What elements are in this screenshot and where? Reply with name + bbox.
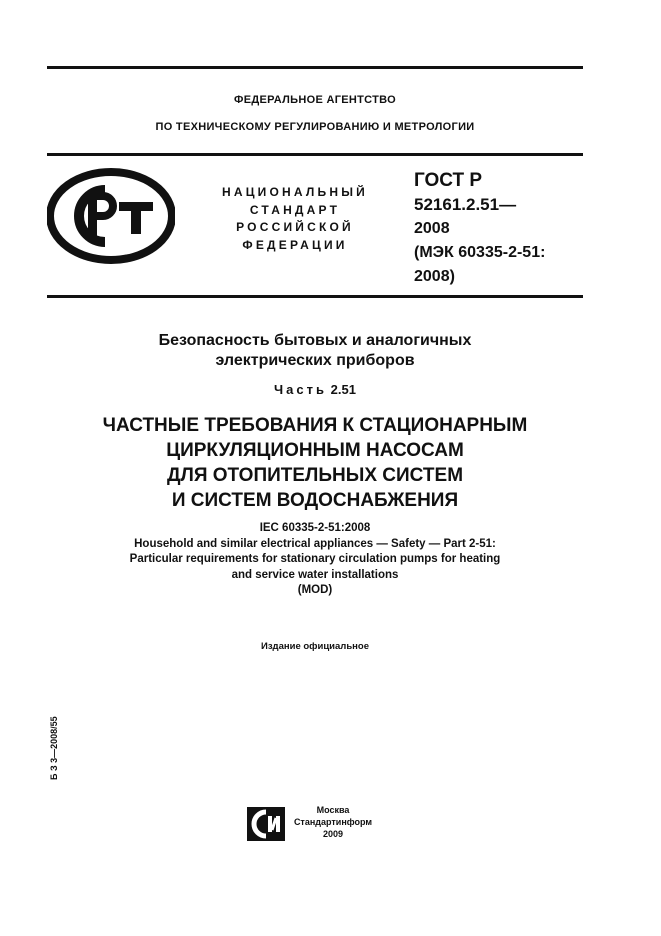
agency-line-1: ФЕДЕРАЛЬНОЕ АГЕНТСТВО	[234, 94, 396, 106]
english-title	[47, 521, 583, 599]
designation-rule	[47, 295, 583, 298]
english-line: (MOD)	[297, 584, 333, 596]
subtitle-line: электрических приборов	[215, 352, 415, 369]
main-title-line: ЦИРКУЛЯЦИОННЫМ НАСОСАМ	[166, 440, 464, 461]
agency-line-2: ПО ТЕХНИЧЕСКОМУ РЕГУЛИРОВАНИЮ И МЕТРОЛОГИИ	[155, 121, 475, 133]
english-line: Household and similar electrical appliances — Safety — Part 2-51:	[134, 537, 496, 550]
publisher-info	[293, 804, 373, 840]
top-rule	[47, 66, 583, 69]
national-standard-line: ФЕДЕРАЦИИ	[242, 237, 348, 252]
publisher-year: 2009	[322, 829, 344, 839]
designation-line: 52161.2.51—	[414, 195, 517, 214]
side-code: Б З 3—2008/55	[49, 716, 59, 780]
part-number: 2.51	[330, 382, 356, 397]
national-standard-line: СТАНДАРТ	[249, 202, 341, 217]
subtitle-line: Безопасность бытовых и аналогичных	[158, 332, 472, 349]
main-title	[47, 413, 583, 513]
main-title-line: ЧАСТНЫЕ ТРЕБОВАНИЯ К СТАЦИОНАРНЫМ	[102, 415, 528, 436]
part-word: Часть	[274, 382, 327, 397]
national-standard-label	[200, 184, 390, 254]
standard-designation	[414, 169, 584, 289]
designation-line: 2008	[414, 220, 450, 237]
publisher-city: Москва	[316, 805, 350, 815]
subtitle	[47, 331, 583, 371]
main-title-line: ДЛЯ ОТОПИТЕЛЬНЫХ СИСТЕМ	[166, 465, 464, 486]
english-line: and service water installations	[231, 568, 399, 581]
rst-logo-icon	[47, 168, 175, 264]
designation-line: (МЭК 60335-2-51:	[414, 244, 546, 261]
designation-line: 2008)	[414, 268, 455, 285]
main-title-line: И СИСТЕМ ВОДОСНАБЖЕНИЯ	[171, 490, 459, 511]
standartinform-logo-icon	[246, 806, 286, 842]
national-standard-line: РОССИЙСКОЙ	[236, 220, 354, 234]
designation-line: ГОСТ Р	[414, 170, 483, 191]
english-line: IEC 60335-2-51:2008	[259, 522, 371, 534]
header-rule	[47, 153, 583, 156]
national-standard-line: НАЦИОНАЛЬНЫЙ	[221, 185, 369, 199]
edition-label: Издание официальное	[261, 641, 369, 652]
english-line: Particular requirements for stationary circulation pumps for heating	[129, 553, 501, 565]
publisher-name: Стандартинформ	[293, 817, 373, 827]
part-label	[47, 382, 583, 397]
